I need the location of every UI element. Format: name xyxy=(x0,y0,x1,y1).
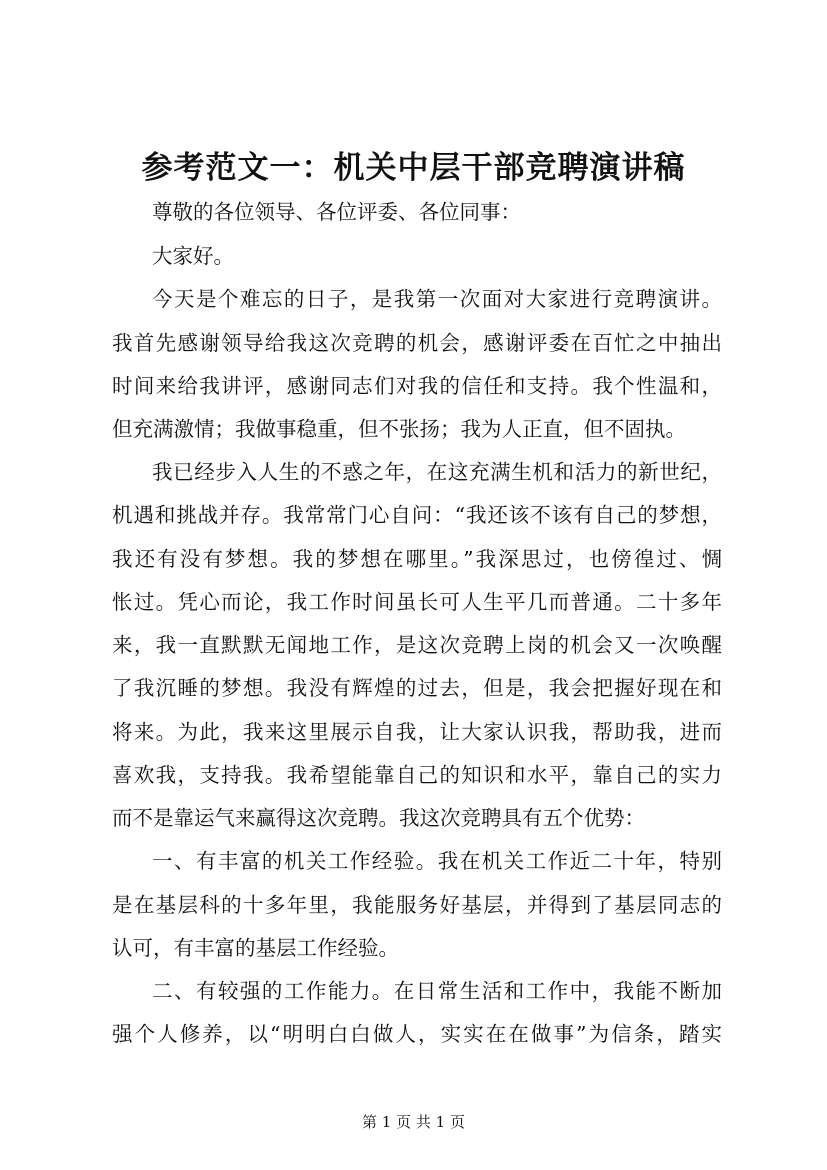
paragraph-line: 时间来给我讲评，感谢同志们对我的信任和支持。我个性温和， xyxy=(112,374,722,398)
paragraph-line: 机遇和挑战并存。我常常门心自问：“我还该不该有自己的梦想， xyxy=(112,503,722,527)
greeting-line: 尊敬的各位领导、各位评委、各位同事： xyxy=(152,200,521,224)
paragraph-line: 将来。为此，我来这里展示自我，让大家认识我，帮助我，进而 xyxy=(112,720,722,744)
page-footer: 第 1 页 共 1 页 xyxy=(362,1113,465,1131)
paragraph-line: 强个人修养，以“明明白白做人，实实在在做事”为信条，踏实 xyxy=(112,1022,722,1046)
paragraph-line: 一、有丰富的机关工作经验。我在机关工作近二十年，特别 xyxy=(152,849,722,873)
paragraph-line: 我首先感谢领导给我这次竞聘的机会，感谢评委在百忙之中抽出 xyxy=(112,331,722,355)
paragraph-line: 二、有较强的工作能力。在日常生活和工作中，我能不断加 xyxy=(152,979,722,1003)
paragraph-line: 怅过。凭心而论，我工作时间虽长可人生平几而普通。二十多年 xyxy=(112,590,722,614)
paragraph-line: 是在基层科的十多年里，我能服务好基层，并得到了基层同志的 xyxy=(112,893,722,917)
paragraph-line: 但充满激情；我做事稳重，但不张扬；我为人正直，但不固执。 xyxy=(112,417,686,441)
paragraph-line: 喜欢我，支持我。我希望能靠自己的知识和水平，靠自己的实力 xyxy=(112,763,722,787)
document-title: 参考范文一：机关中层干部竞聘演讲稿 xyxy=(141,150,686,186)
paragraph-line: 认可，有丰富的基层工作经验。 xyxy=(112,936,399,960)
paragraph-line: 我还有没有梦想。我的梦想在哪里。”我深思过，也傍徨过、惆 xyxy=(112,547,722,571)
paragraph-line: 而不是靠运气来赢得这次竞聘。我这次竞聘具有五个优势： xyxy=(112,806,645,830)
paragraph-line: 了我沉睡的梦想。我没有辉煌的过去，但是，我会把握好现在和 xyxy=(112,676,722,700)
greeting-hello: 大家好。 xyxy=(152,244,234,268)
paragraph-line: 我已经步入人生的不惑之年，在这充满生机和活力的新世纪， xyxy=(152,460,722,484)
paragraph-line: 来，我一直默默无闻地工作，是这次竞聘上岗的机会又一次唤醒 xyxy=(112,633,722,657)
paragraph-line: 今天是个难忘的日子，是我第一次面对大家进行竞聘演讲。 xyxy=(152,287,722,311)
